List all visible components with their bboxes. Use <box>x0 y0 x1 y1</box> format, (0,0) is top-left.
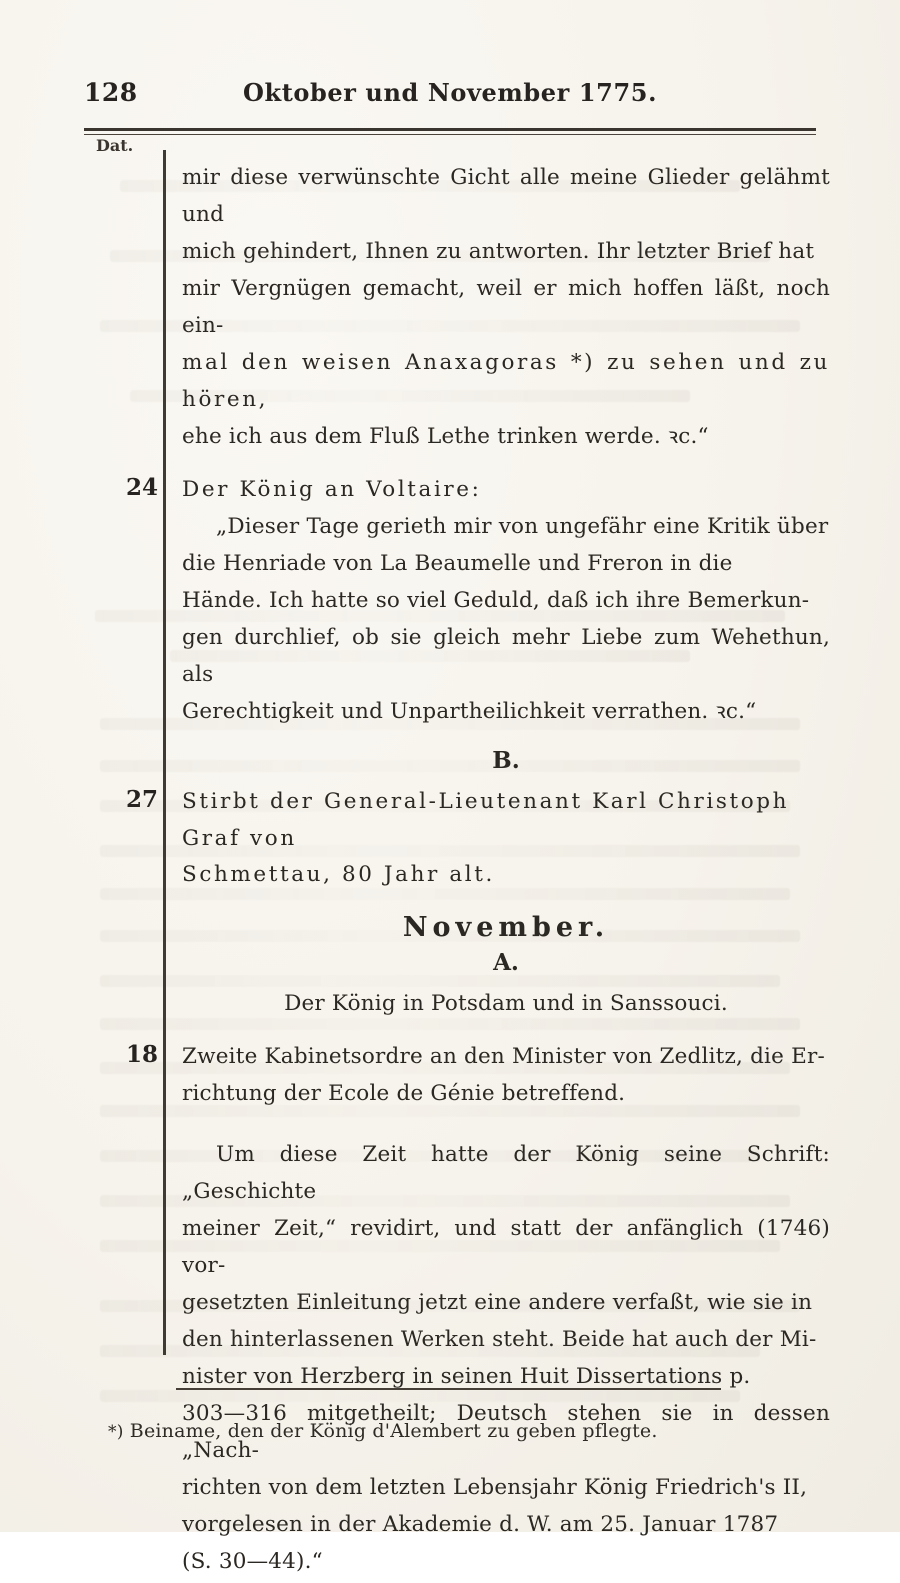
body-line: meiner Zeit,“ revidirt, und statt der anfänglich (1746) vor- <box>182 1216 830 1279</box>
header-rule <box>84 128 816 135</box>
body-line: den hinterlassenen Werken steht. Beide hat auch der Mi- <box>182 1327 817 1353</box>
body-line: die Henriade von La Beaumelle und Freron in die <box>182 550 733 576</box>
body-line: 303—316 mitgetheilt; Deutsch stehen sie in dessen „Nach- <box>182 1401 830 1464</box>
section-heading-b: B. <box>492 746 520 774</box>
month-heading: November. <box>402 912 610 944</box>
entry-text <box>182 472 830 731</box>
residence-note <box>84 986 830 1023</box>
closing-paragraph <box>84 1137 830 1581</box>
body-line: Hände. Ich hatte so viel Geduld, daß ich ihre Bemerkun- <box>182 587 810 613</box>
body-line: mir diese verwünschte Gicht alle meine Glieder gelähmt und <box>182 165 830 227</box>
body-line: mir Vergnügen gemacht, weil er mich hoffen läßt, noch ein- <box>182 275 830 338</box>
body-line: gen durchlief, ob sie gleich mehr Liebe zum Wehethun, als <box>182 624 830 687</box>
footnote <box>108 1420 816 1442</box>
entry-date: 18 <box>125 1041 158 1069</box>
entry-text <box>182 1039 830 1113</box>
body-line: gesetzten Einleitung jetzt eine andere verfaßt, wie sie in <box>182 1290 813 1316</box>
entry-date: 24 <box>125 473 158 501</box>
page-body <box>84 160 830 1583</box>
body-line: richtung der Ecole de Génie betreffend. <box>182 1081 626 1107</box>
section-heading-a: A. <box>493 949 519 977</box>
entry-continued <box>84 160 830 456</box>
footnote-rule <box>176 1388 721 1390</box>
body-line: ehe ich aus dem Fluß Lethe trinken werde. ꝛc.“ <box>182 423 709 449</box>
body-line: (S. 30—44).“ <box>182 1549 323 1574</box>
page-number: 128 <box>84 78 138 107</box>
page-header <box>84 78 816 114</box>
entry-text <box>182 1137 830 1581</box>
entry-27 <box>84 784 830 895</box>
entry-18 <box>84 1039 830 1113</box>
body-line: vorgelesen in der Akademie d. W. am 25. Januar 1787 <box>182 1512 779 1538</box>
body-line: richten von dem letzten Lebensjahr König Friedrich's II, <box>182 1475 808 1501</box>
body-line: Stirbt der General-Lieutenant Karl Christoph Graf von <box>182 788 790 851</box>
body-line: Schmettau, 80 Jahr alt. <box>182 862 495 888</box>
body-line: „Dieser Tage gerieth mir von ungefähr eine Kritik über <box>216 513 829 539</box>
residence-line: Der König in Potsdam und in Sanssouci. <box>284 991 728 1017</box>
entry-date: 27 <box>125 785 158 813</box>
body-line: Zweite Kabinetsordre an den Minister von Zedlitz, die Er- <box>182 1044 825 1070</box>
running-title: Oktober und November 1775. <box>242 78 658 107</box>
body-line: nister von Herzberg in seinen Huit Dissertations p. <box>182 1364 751 1390</box>
entry-text <box>182 784 830 895</box>
body-line: Der König an Voltaire: <box>182 476 482 502</box>
body-line: mal den weisen Anaxagoras *) zu sehen und zu hören, <box>182 349 830 412</box>
footnote-text: Beiname, den der König d'Alembert zu geben pflegte. <box>129 1420 658 1442</box>
body-line: Gerechtigkeit und Unpartheilichkeit verrathen. ꝛc.“ <box>182 698 757 724</box>
entry-24 <box>84 472 830 731</box>
body-line: mich gehindert, Ihnen zu antworten. Ihr letzter Brief hat <box>182 238 815 264</box>
date-column-header: Dat. <box>96 136 134 155</box>
entry-text <box>182 160 830 456</box>
body-line: Um diese Zeit hatte der König seine Schrift: „Geschichte <box>182 1142 830 1205</box>
footnote-marker: *) <box>108 1422 124 1442</box>
